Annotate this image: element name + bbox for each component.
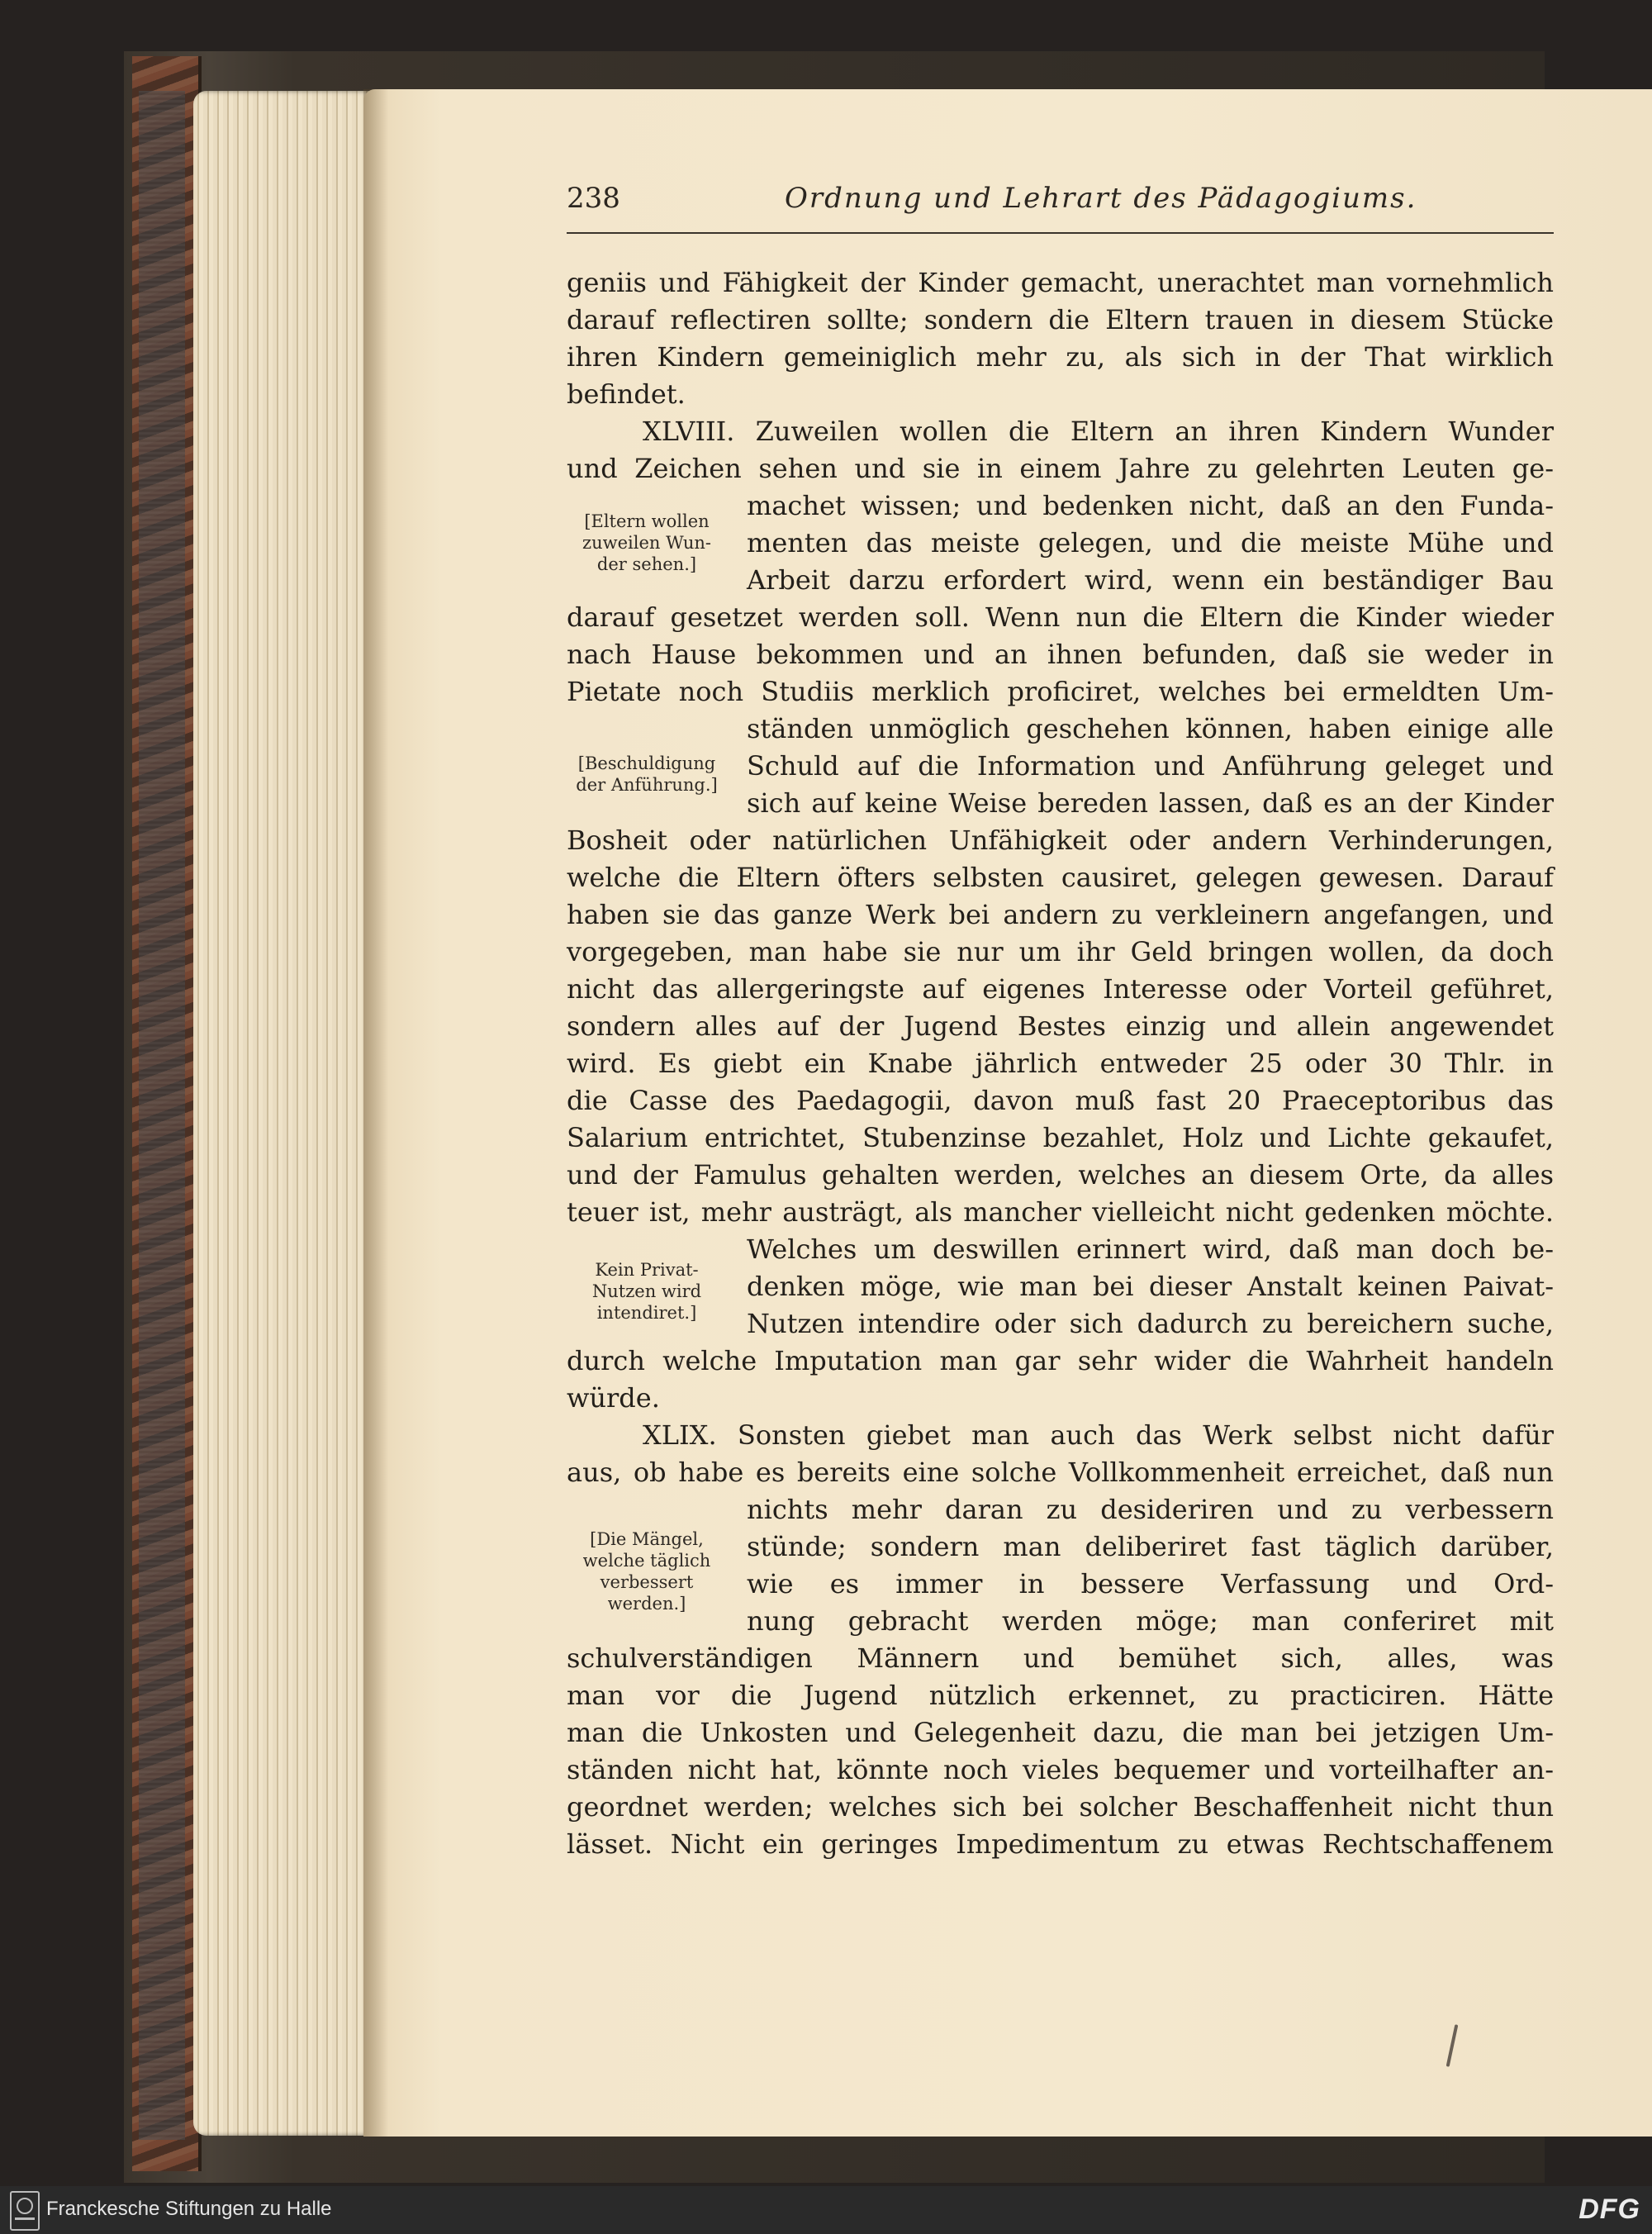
header-rule bbox=[567, 232, 1554, 234]
text-line: man vor die Jugend nützlich erkennet, zu practiciren. Hätte bbox=[567, 1680, 1554, 1711]
text-line: die Casse des Paedagogii, davon muß fast 20 Praeceptoribus das bbox=[567, 1085, 1554, 1116]
text-line: geordnet werden; welches sich bei solcher Beschaffenheit nicht thun bbox=[567, 1791, 1554, 1823]
text-line: sich auf keine Weise bereden lassen, daß es an der Kinder bbox=[747, 787, 1554, 819]
running-header bbox=[567, 182, 1554, 228]
text-line: aus, ob habe es bereits eine solche Vollkommenheit erreichet, daß nun bbox=[567, 1457, 1554, 1488]
section-heading-line: XLIX. Sonsten giebet man auch das Werk selbst nicht dafür bbox=[643, 1419, 1554, 1451]
margin-note-line: Nutzen wird bbox=[591, 1281, 702, 1301]
book-spine-cloth bbox=[139, 91, 185, 2140]
margin-note-line: verbessert bbox=[600, 1572, 694, 1592]
margin-note-line: intendiret.] bbox=[596, 1303, 697, 1323]
text-line: haben sie das ganze Werk bei andern zu verkleinern angefangen, und bbox=[567, 899, 1554, 930]
text-line: machet wissen; und bedenken nicht, daß an den Funda- bbox=[747, 490, 1554, 521]
margin-note-line: [Beschuldigung bbox=[577, 753, 716, 773]
margin-note-maengel bbox=[565, 1528, 729, 1614]
margin-note-line: [Die Mängel, bbox=[590, 1529, 704, 1549]
text-line: würde. bbox=[567, 1382, 660, 1414]
text-line: geniis und Fähigkeit der Kinder gemacht, unerachtet man vornehmlich bbox=[567, 267, 1554, 298]
text-line: Arbeit darzu erfordert wird, wenn ein beständiger Bau bbox=[747, 564, 1554, 596]
text-line: und Zeichen sehen und sie in einem Jahre zu gelehrten Leuten ge- bbox=[567, 453, 1554, 484]
margin-note-line: zuweilen Wun- bbox=[582, 533, 711, 553]
text-line: ständen unmöglich geschehen können, haben einige alle bbox=[747, 713, 1554, 744]
text-line: Schuld auf die Information und Anführung geleget und bbox=[747, 750, 1554, 782]
text-line: befindet. bbox=[567, 378, 686, 410]
margin-note-privat-nutzen bbox=[565, 1259, 729, 1324]
text-line: man die Unkosten und Gelegenheit dazu, die man bei jetzigen Um- bbox=[567, 1717, 1554, 1748]
text-line: schulverständigen Männern und bemühet sich, alles, was bbox=[567, 1642, 1554, 1674]
text-line: welche die Eltern öfters selbsten causiret, gelegen gewesen. Darauf bbox=[567, 862, 1554, 893]
text-line: Salarium entrichtet, Stubenzinse bezahlet, Holz und Lichte gekaufet, bbox=[567, 1122, 1554, 1153]
text-line: Nutzen intendire oder sich dadurch zu bereichern suche, bbox=[747, 1308, 1554, 1339]
dfg-logo[interactable]: DFG bbox=[1578, 2194, 1640, 2225]
text-line: sondern alles auf der Jugend Bestes einzig und allein angewendet bbox=[567, 1010, 1554, 1042]
margin-note-line: Kein Privat- bbox=[595, 1260, 699, 1280]
text-line: ihren Kindern gemeiniglich mehr zu, als sich in der That wirklich bbox=[567, 341, 1554, 373]
margin-note-line: welche täglich bbox=[582, 1551, 711, 1571]
text-line: menten das meiste gelegen, und die meiste Mühe und bbox=[747, 527, 1554, 558]
franckesche-stiftungen-logo-icon[interactable] bbox=[10, 2191, 40, 2231]
institution-name[interactable]: Franckesche Stiftungen zu Halle bbox=[46, 2198, 332, 2220]
text-line: darauf gesetzet werden soll. Wenn nun die Eltern die Kinder wieder bbox=[567, 601, 1554, 633]
text-line: wie es immer in bessere Verfassung und Ord- bbox=[747, 1568, 1554, 1599]
text-line: darauf reflectiren sollte; sondern die Eltern trauen in diesem Stücke bbox=[567, 304, 1554, 335]
margin-note-beschuldigung bbox=[565, 753, 729, 796]
text-line: stünde; sondern man deliberiret fast täglich darüber, bbox=[747, 1531, 1554, 1562]
margin-note-eltern bbox=[565, 511, 729, 575]
text-line: nichts mehr daran zu desideriren und zu verbessern bbox=[747, 1494, 1554, 1525]
text-line: nach Hause bekommen und an ihnen befunden, daß sie weder in bbox=[567, 639, 1554, 670]
margin-note-line: der Anführung.] bbox=[576, 775, 718, 795]
margin-note-line: [Eltern wollen bbox=[584, 511, 710, 531]
text-line: vorgegeben, man habe sie nur um ihr Geld bringen wollen, da doch bbox=[567, 936, 1554, 967]
text-line: Pietate noch Studiis merklich proficiret, welches bei ermeldten Um- bbox=[567, 676, 1554, 707]
section-heading-line: XLVIII. Zuweilen wollen die Eltern an ihren Kindern Wunder bbox=[643, 416, 1554, 447]
text-line: lässet. Nicht ein geringes Impedimentum zu etwas Rechtschaffenem bbox=[567, 1828, 1554, 1860]
text-line: teuer ist, mehr austrägt, als mancher vielleicht nicht gedenken möchte. bbox=[567, 1196, 1554, 1228]
text-line: denken möge, wie man bei dieser Anstalt keinen Paivat- bbox=[747, 1271, 1554, 1302]
text-line: Welches um deswillen erinnert wird, daß man doch be- bbox=[747, 1233, 1554, 1265]
footer-bar bbox=[0, 2186, 1652, 2234]
text-line: Bosheit oder natürlichen Unfähigkeit oder andern Verhinderungen, bbox=[567, 825, 1554, 856]
text-line: nicht das allergeringste auf eigenes Interesse oder Vorteil geführet, bbox=[567, 973, 1554, 1005]
page-edges-stack bbox=[193, 91, 371, 2136]
text-line: ständen nicht hat, könnte noch vieles bequemer und vorteilhafter an- bbox=[567, 1754, 1554, 1785]
margin-note-line: der sehen.] bbox=[596, 554, 697, 574]
text-line: wird. Es giebt ein Knabe jährlich entweder 25 oder 30 Thlr. in bbox=[567, 1048, 1554, 1079]
text-line: durch welche Imputation man gar sehr wider die Wahrheit handeln bbox=[567, 1345, 1554, 1376]
gutter-shadow bbox=[363, 89, 388, 2137]
text-line: nung gebracht werden möge; man conferiret mit bbox=[747, 1605, 1554, 1637]
margin-note-line: werden.] bbox=[607, 1594, 686, 1614]
page-number: 238 bbox=[567, 182, 620, 215]
text-line: und der Famulus gehalten werden, welches an diesem Orte, da alles bbox=[567, 1159, 1554, 1191]
running-title: Ordnung und Lehrart des Pädagogiums. bbox=[785, 182, 1417, 215]
